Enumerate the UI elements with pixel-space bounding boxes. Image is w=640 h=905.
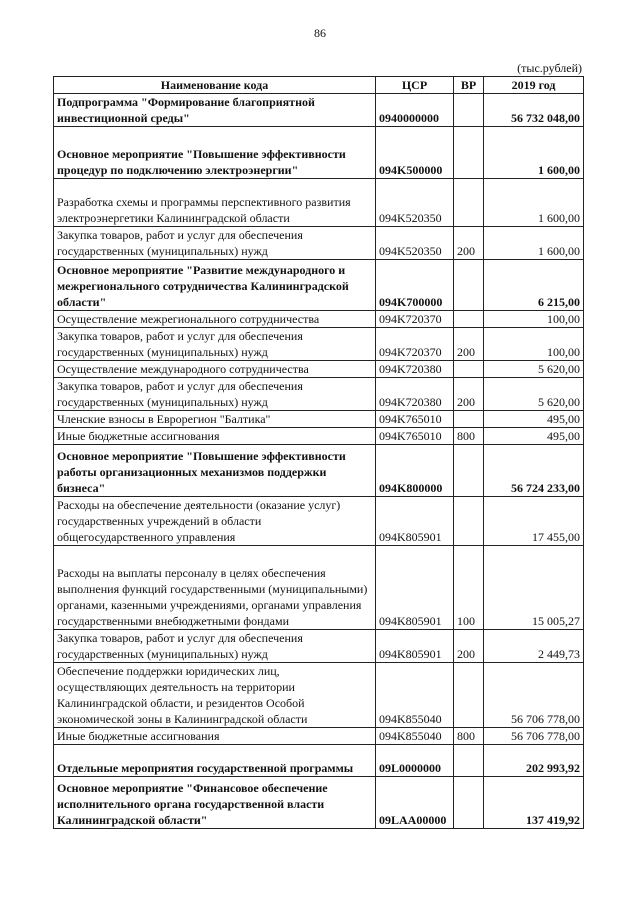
row-vr-cell xyxy=(454,311,484,328)
row-name-cell: Подпрограмма "Формирование благоприятной инвестиционной среды" xyxy=(54,94,376,127)
row-csr-cell: 094K720370 xyxy=(376,328,454,361)
row-sum-cell: 2 449,73 xyxy=(484,630,584,663)
row-csr-cell: 094K800000 xyxy=(376,445,454,497)
row-sum-cell: 1 600,00 xyxy=(484,127,584,179)
row-sum-cell: 137 419,92 xyxy=(484,777,584,829)
row-sum-cell: 202 993,92 xyxy=(484,745,584,777)
row-sum-cell: 56 706 778,00 xyxy=(484,663,584,728)
table-row xyxy=(54,378,584,411)
budget-table xyxy=(53,76,584,829)
row-vr-cell xyxy=(454,663,484,728)
header-sum: 2019 год xyxy=(484,77,584,94)
row-vr-cell xyxy=(454,179,484,227)
row-sum-cell: 56 732 048,00 xyxy=(484,94,584,127)
row-vr-cell: 200 xyxy=(454,378,484,411)
table-row xyxy=(54,728,584,745)
table-row xyxy=(54,630,584,663)
row-name-cell: Осуществление межрегионального сотрудничества xyxy=(54,311,376,328)
row-csr-cell: 094K520350 xyxy=(376,179,454,227)
table-row xyxy=(54,227,584,260)
row-name-cell: Иные бюджетные ассигнования xyxy=(54,728,376,745)
row-name-cell: Закупка товаров, работ и услуг для обеспечения государственных (муниципальных) нужд xyxy=(54,378,376,411)
table-row xyxy=(54,663,584,728)
page-number: 86 xyxy=(314,26,326,40)
row-name-cell: Основное мероприятие "Повышение эффективности работы организационных механизмов поддержки бизнеса" xyxy=(54,445,376,497)
table-row xyxy=(54,777,584,829)
row-csr-cell: 094K855040 xyxy=(376,663,454,728)
row-sum-cell: 5 620,00 xyxy=(484,378,584,411)
units-label: (тыс.рублей) xyxy=(517,61,582,75)
row-csr-cell: 094K520350 xyxy=(376,227,454,260)
row-vr-cell: 200 xyxy=(454,630,484,663)
table-row xyxy=(54,361,584,378)
row-csr-cell: 094K805901 xyxy=(376,546,454,630)
row-vr-cell xyxy=(454,445,484,497)
header-vr: ВР xyxy=(454,77,484,94)
row-name-cell: Осуществление международного сотрудничества xyxy=(54,361,376,378)
row-sum-cell: 56 706 778,00 xyxy=(484,728,584,745)
row-sum-cell: 17 455,00 xyxy=(484,497,584,546)
table-row xyxy=(54,179,584,227)
row-csr-cell: 094K805901 xyxy=(376,630,454,663)
row-sum-cell: 1 600,00 xyxy=(484,227,584,260)
row-sum-cell: 15 005,27 xyxy=(484,546,584,630)
row-vr-cell xyxy=(454,260,484,311)
row-csr-cell: 094K765010 xyxy=(376,428,454,445)
row-vr-cell xyxy=(454,411,484,428)
row-csr-cell: 09LAA00000 xyxy=(376,777,454,829)
row-vr-cell: 800 xyxy=(454,428,484,445)
table-row xyxy=(54,260,584,311)
row-name-cell: Разработка схемы и программы перспективного развития электроэнергетики Калининградской области xyxy=(54,179,376,227)
row-csr-cell: 094K500000 xyxy=(376,127,454,179)
row-vr-cell xyxy=(454,361,484,378)
header-csr: ЦСР xyxy=(376,77,454,94)
row-name-cell: Закупка товаров, работ и услуг для обеспечения государственных (муниципальных) нужд xyxy=(54,328,376,361)
row-vr-cell: 100 xyxy=(454,546,484,630)
row-vr-cell xyxy=(454,777,484,829)
row-vr-cell xyxy=(454,745,484,777)
row-sum-cell: 495,00 xyxy=(484,428,584,445)
row-vr-cell xyxy=(454,497,484,546)
row-name-cell: Членские взносы в Еврорегион "Балтика" xyxy=(54,411,376,428)
row-sum-cell: 495,00 xyxy=(484,411,584,428)
row-csr-cell: 094K700000 xyxy=(376,260,454,311)
row-csr-cell: 094K720380 xyxy=(376,378,454,411)
row-name-cell: Основное мероприятие "Повышение эффективности процедур по подключению электроэнергии" xyxy=(54,127,376,179)
table-row xyxy=(54,411,584,428)
row-csr-cell: 094K855040 xyxy=(376,728,454,745)
table-row xyxy=(54,745,584,777)
row-sum-cell: 100,00 xyxy=(484,311,584,328)
row-vr-cell: 800 xyxy=(454,728,484,745)
row-name-cell: Закупка товаров, работ и услуг для обеспечения государственных (муниципальных) нужд xyxy=(54,630,376,663)
row-sum-cell: 1 600,00 xyxy=(484,179,584,227)
table-row xyxy=(54,497,584,546)
row-csr-cell: 0940000000 xyxy=(376,94,454,127)
row-name-cell: Иные бюджетные ассигнования xyxy=(54,428,376,445)
table-row xyxy=(54,127,584,179)
row-name-cell: Закупка товаров, работ и услуг для обеспечения государственных (муниципальных) нужд xyxy=(54,227,376,260)
row-csr-cell: 094K720370 xyxy=(376,311,454,328)
table-row xyxy=(54,445,584,497)
table-row xyxy=(54,428,584,445)
row-name-cell: Расходы на выплаты персоналу в целях обеспечения выполнения функций государственными (муниципальными) органами, казенными учреждениями, органами управления государственными внебюджетными фондами xyxy=(54,546,376,630)
row-csr-cell: 094K805901 xyxy=(376,497,454,546)
row-name-cell: Основное мероприятие "Развитие международного и межрегионального сотрудничества Калининградской области" xyxy=(54,260,376,311)
row-vr-cell: 200 xyxy=(454,227,484,260)
table-row xyxy=(54,546,584,630)
row-name-cell: Отдельные мероприятия государственной программы xyxy=(54,745,376,777)
row-csr-cell: 09L0000000 xyxy=(376,745,454,777)
row-name-cell: Расходы на обеспечение деятельности (оказание услуг) государственных учреждений в области общегосударственного управления xyxy=(54,497,376,546)
table-header-row xyxy=(54,77,584,94)
header-name: Наименование кода xyxy=(54,77,376,94)
row-name-cell: Обеспечение поддержки юридических лиц, осуществляющих деятельность на территории Калининградской области, и резидентов Особой экономической зоны в Калининградской области xyxy=(54,663,376,728)
row-vr-cell xyxy=(454,94,484,127)
row-vr-cell xyxy=(454,127,484,179)
row-csr-cell: 094K720380 xyxy=(376,361,454,378)
row-sum-cell: 56 724 233,00 xyxy=(484,445,584,497)
table-row xyxy=(54,328,584,361)
table-row xyxy=(54,94,584,127)
row-vr-cell: 200 xyxy=(454,328,484,361)
row-sum-cell: 5 620,00 xyxy=(484,361,584,378)
row-sum-cell: 100,00 xyxy=(484,328,584,361)
table-row xyxy=(54,311,584,328)
row-name-cell: Основное мероприятие "Финансовое обеспечение исполнительного органа государственной власти Калининградской области" xyxy=(54,777,376,829)
row-csr-cell: 094K765010 xyxy=(376,411,454,428)
table-body xyxy=(54,94,584,829)
row-sum-cell: 6 215,00 xyxy=(484,260,584,311)
